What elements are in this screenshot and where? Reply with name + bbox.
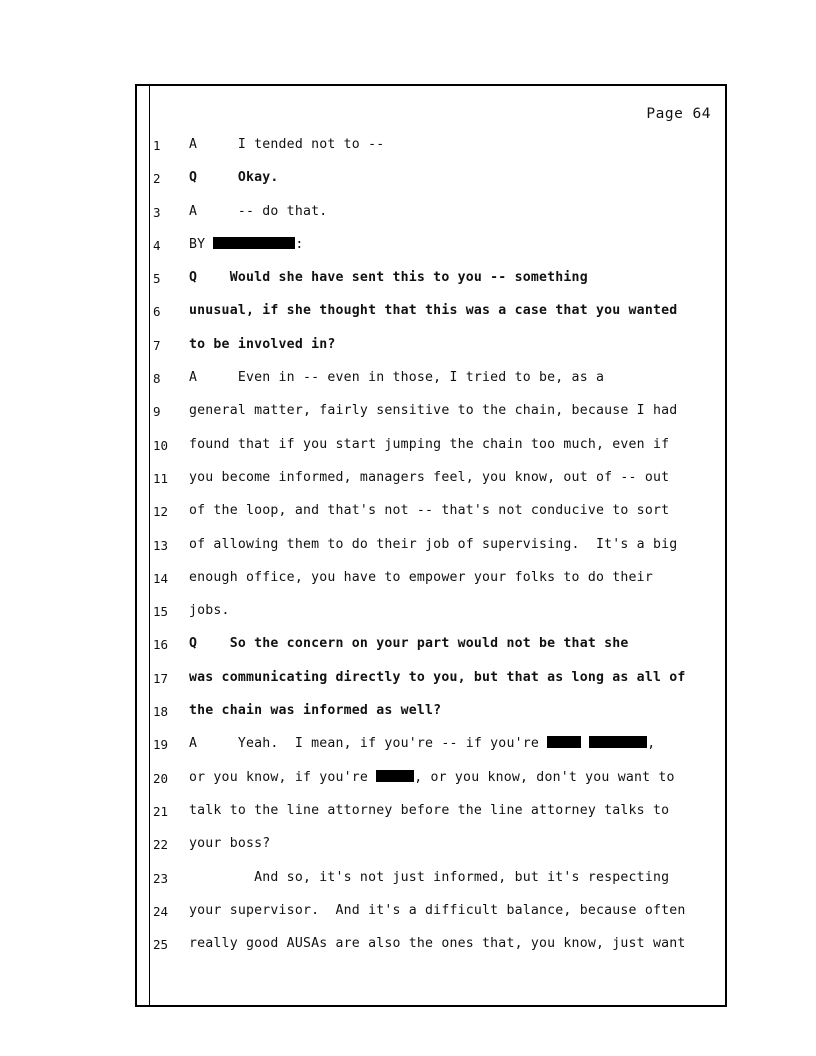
line-number: 21 — [153, 803, 169, 819]
transcript-line — [137, 400, 725, 433]
transcript-line — [137, 600, 725, 633]
line-text: your supervisor. And it's a difficult balance, because often — [189, 902, 686, 918]
line-number: 20 — [153, 770, 169, 786]
line-text: A -- do that. — [189, 203, 328, 219]
redaction-bar — [589, 736, 647, 748]
transcript-line — [137, 833, 725, 866]
line-text: jobs. — [189, 603, 230, 619]
line-text: you become informed, managers feel, you know, out of -- out — [189, 469, 670, 485]
line-text: A Yeah. I mean, if you're -- if you're , — [189, 736, 656, 752]
line-text: the chain was informed as well? — [189, 703, 442, 719]
line-number: 7 — [153, 337, 161, 353]
line-text: talk to the line attorney before the line attorney talks to — [189, 802, 670, 818]
transcript-line — [137, 234, 725, 267]
transcript-line — [137, 434, 725, 467]
transcript-line — [137, 300, 725, 333]
line-text: And so, it's not just informed, but it's respecting — [189, 869, 670, 885]
line-number: 5 — [153, 271, 161, 287]
line-text: your boss? — [189, 836, 271, 852]
line-number: 23 — [153, 870, 169, 886]
transcript-line — [137, 800, 725, 833]
line-text: found that if you start jumping the chain too much, even if — [189, 436, 670, 452]
line-number: 15 — [153, 604, 169, 620]
line-text: A I tended not to -- — [189, 137, 385, 152]
line-text: really good AUSAs are also the ones that, you know, just want — [189, 936, 686, 952]
line-text: general matter, fairly sensitive to the chain, because I had — [189, 403, 678, 419]
transcript-line — [137, 900, 725, 933]
line-number: 1 — [153, 138, 161, 153]
transcript-line — [137, 167, 725, 200]
line-number: 3 — [153, 204, 161, 220]
line-number: 18 — [153, 704, 169, 720]
transcript-lines — [137, 134, 725, 966]
line-number: 16 — [153, 637, 169, 653]
transcript-line — [137, 867, 725, 900]
transcript-line — [137, 467, 725, 500]
transcript-line — [137, 500, 725, 533]
line-text: of the loop, and that's not -- that's not conducive to sort — [189, 503, 670, 519]
line-number: 10 — [153, 437, 169, 453]
line-number: 8 — [153, 371, 161, 387]
line-number: 12 — [153, 504, 169, 520]
line-number: 19 — [153, 737, 169, 753]
line-text: of allowing them to do their job of supervising. It's a big — [189, 536, 678, 552]
transcript-line — [137, 534, 725, 567]
transcript-line — [137, 667, 725, 700]
transcript-line — [137, 134, 725, 167]
line-number: 24 — [153, 903, 169, 919]
line-text: was communicating directly to you, but that as long as all of — [189, 669, 686, 685]
redaction-bar — [547, 736, 581, 748]
transcript-line — [137, 267, 725, 300]
transcript-line — [137, 367, 725, 400]
transcript-line — [137, 933, 725, 966]
line-text: enough office, you have to empower your folks to do their — [189, 569, 653, 585]
line-text: A Even in -- even in those, I tried to be, as a — [189, 370, 605, 386]
line-number: 9 — [153, 404, 161, 420]
line-text: BY : — [189, 236, 304, 252]
line-number: 25 — [153, 937, 169, 953]
line-text: unusual, if she thought that this was a case that you wanted — [189, 303, 678, 319]
transcript-border-box — [135, 84, 727, 1007]
transcript-line — [137, 201, 725, 234]
transcript-line — [137, 767, 725, 800]
transcript-line — [137, 567, 725, 600]
line-number: 17 — [153, 670, 169, 686]
line-number: 22 — [153, 837, 169, 853]
redaction-bar — [213, 237, 295, 249]
line-text: Q Okay. — [189, 170, 279, 186]
line-number: 4 — [153, 237, 161, 253]
line-number: 14 — [153, 570, 169, 586]
line-number: 11 — [153, 470, 169, 486]
transcript-line — [137, 733, 725, 766]
line-number: 2 — [153, 171, 161, 187]
line-number: 6 — [153, 304, 161, 320]
transcript-line — [137, 700, 725, 733]
page-number-label: Page 64 — [646, 106, 711, 122]
transcript-line — [137, 633, 725, 666]
line-number: 13 — [153, 537, 169, 553]
redaction-bar — [376, 770, 414, 782]
line-text: or you know, if you're , or you know, don't you want to — [189, 769, 675, 785]
line-text: to be involved in? — [189, 336, 336, 352]
transcript-line — [137, 334, 725, 367]
line-text: Q Would she have sent this to you -- something — [189, 270, 588, 286]
line-text: Q So the concern on your part would not be that she — [189, 636, 629, 652]
